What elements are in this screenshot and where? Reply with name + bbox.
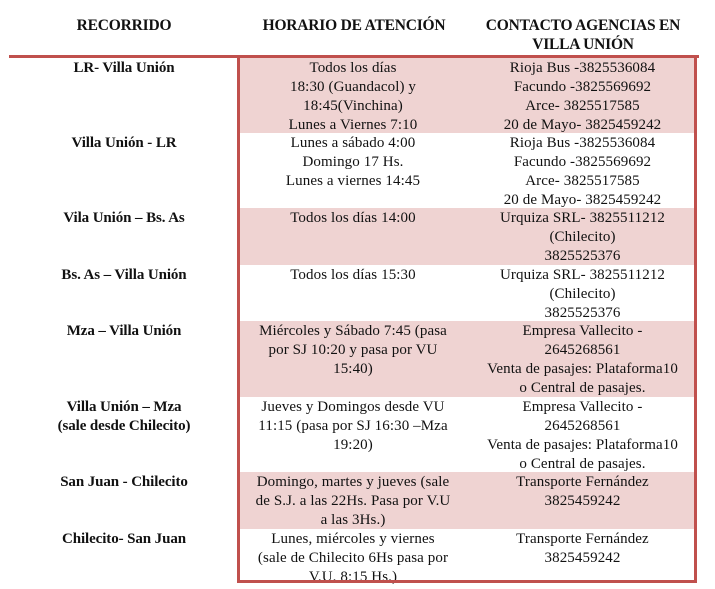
route-cell <box>10 529 238 585</box>
contact-text: 2645268561 <box>544 418 621 434</box>
contact-text: Facundo -3825569692 <box>513 79 652 95</box>
table-row <box>10 133 699 208</box>
schedule-text: Lunes a viernes 14:45 <box>285 173 421 189</box>
schedule-cell <box>238 133 468 208</box>
schedule-cell <box>238 472 468 529</box>
schedule-text: Miércoles y Sábado 7:45 (pasa <box>259 323 447 339</box>
contact-text: Urquiza SRL- 3825511212 <box>499 210 666 226</box>
schedule-cell <box>238 397 468 472</box>
route-cell <box>10 397 238 472</box>
route-text: Chilecito- San Juan <box>62 531 186 547</box>
contact-text: Facundo -3825569692 <box>513 154 652 170</box>
schedule-text: 15:40) <box>333 361 373 377</box>
contact-text: Rioja Bus -3825536084 <box>509 135 656 151</box>
contact-text: 3825525376 <box>544 305 621 321</box>
contact-text: Empresa Vallecito - <box>522 399 643 415</box>
schedule-text: Todos los días 14:00 <box>290 210 416 226</box>
schedule-text: de S.J. a las 22Hs. Pasa por V.U <box>255 493 451 509</box>
schedule-text: Domingo 17 Hs. <box>302 154 404 170</box>
schedule-cell <box>238 58 468 133</box>
route-cell <box>10 208 238 265</box>
schedule-cell <box>238 321 468 397</box>
contact-text: 2645268561 <box>544 342 621 358</box>
contact-text: Empresa Vallecito - <box>522 323 643 339</box>
contact-text: (Chilecito) <box>549 229 616 245</box>
route-cell <box>10 265 238 321</box>
route-cell <box>10 133 238 208</box>
route-text: Bs. As – Villa Unión <box>61 267 187 283</box>
route-text: San Juan - Chilecito <box>60 474 188 490</box>
contact-cell <box>468 265 697 321</box>
contact-text: Urquiza SRL- 3825511212 <box>499 267 666 283</box>
schedule-text: Lunes a sábado 4:00 <box>290 135 416 151</box>
route-cell <box>10 321 238 397</box>
table-row <box>10 529 699 585</box>
contact-text: Venta de pasajes: Plataforma10 <box>487 361 678 377</box>
route-text: Mza – Villa Unión <box>66 323 182 339</box>
contact-text: Venta de pasajes: Plataforma10 <box>487 437 678 453</box>
contact-text: Rioja Bus -3825536084 <box>509 60 656 76</box>
route-cell <box>10 472 238 529</box>
contact-text: (Chilecito) <box>549 286 616 302</box>
contact-text: 3825525376 <box>544 248 621 264</box>
schedule-text: V.U. 8:15 Hs.) <box>308 569 398 585</box>
contact-cell <box>468 208 697 265</box>
schedule-text: 19:20) <box>333 437 373 453</box>
schedule-text: (sale de Chilecito 6Hs pasa por <box>257 550 449 566</box>
table-header <box>0 0 715 55</box>
schedule-cell <box>238 529 468 585</box>
table-row <box>10 58 699 133</box>
schedule-text: Todos los días 15:30 <box>290 267 416 283</box>
schedule-text: Lunes a Viernes 7:10 <box>288 117 418 133</box>
contact-cell <box>468 58 697 133</box>
schedule-cell <box>238 208 468 265</box>
route-cell <box>10 58 238 133</box>
schedule-cell <box>238 265 468 321</box>
header-horario: HORARIO DE ATENCIÓN <box>262 17 446 34</box>
schedule-table <box>10 58 699 585</box>
contact-text: Arce- 3825517585 <box>525 98 640 114</box>
contact-text: Arce- 3825517585 <box>525 173 640 189</box>
header-contacto-line2: VILLA UNIÓN <box>532 36 634 53</box>
contact-text: o Central de pasajes. <box>519 380 646 396</box>
contact-text: 20 de Mayo- 3825459242 <box>503 192 662 208</box>
contact-text: 3825459242 <box>544 493 621 509</box>
contact-cell <box>468 529 697 585</box>
contact-cell <box>468 133 697 208</box>
route-text: Villa Unión – Mza <box>66 399 182 415</box>
contact-cell <box>468 472 697 529</box>
route-text: (sale desde Chilecito) <box>57 418 191 434</box>
route-text: Villa Unión - LR <box>71 135 177 151</box>
table-row <box>10 472 699 529</box>
schedule-text: 11:15 (pasa por SJ 16:30 –Mza <box>258 418 448 434</box>
contact-cell <box>468 321 697 397</box>
header-contacto-line1: CONTACTO AGENCIAS EN <box>485 17 681 34</box>
contact-text: 20 de Mayo- 3825459242 <box>503 117 662 133</box>
schedule-text: 18:30 (Guandacol) y <box>289 79 417 95</box>
table-row <box>10 321 699 397</box>
schedule-text: Jueves y Domingos desde VU <box>261 399 445 415</box>
schedule-text: Domingo, martes y jueves (sale <box>256 474 450 490</box>
schedule-text: a las 3Hs.) <box>320 512 386 528</box>
table-row <box>10 265 699 321</box>
route-text: LR- Villa Unión <box>73 60 175 76</box>
schedule-text: por SJ 10:20 y pasa por VU <box>268 342 438 358</box>
contact-text: Transporte Fernández <box>516 531 649 547</box>
header-recorrido: RECORRIDO <box>76 17 172 34</box>
table-row <box>10 208 699 265</box>
header-contacto <box>468 16 698 54</box>
schedule-text: 18:45(Vinchina) <box>303 98 403 114</box>
contact-text: 3825459242 <box>544 550 621 566</box>
contact-text: Transporte Fernández <box>516 474 649 490</box>
contact-text: o Central de pasajes. <box>519 456 646 472</box>
schedule-text: Todos los días <box>309 60 397 76</box>
schedule-text: Lunes, miércoles y viernes <box>271 531 435 547</box>
route-text: Vila Unión – Bs. As <box>63 210 185 226</box>
contact-cell <box>468 397 697 472</box>
table-row <box>10 397 699 472</box>
